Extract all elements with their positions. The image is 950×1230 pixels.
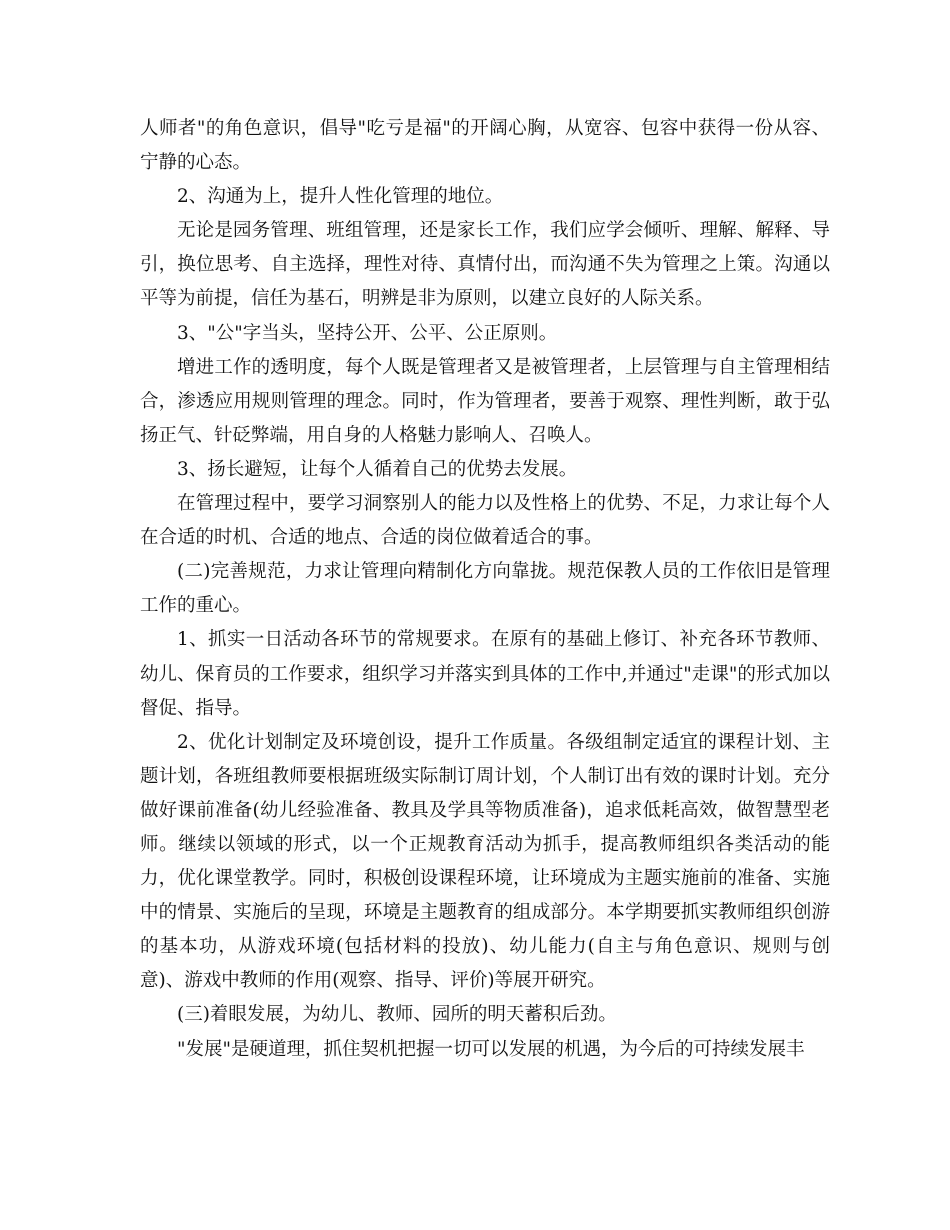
paragraph-7: 在管理过程中，要学习洞察别人的能力以及性格上的优势、不足，力求让每个人在合适的时机、合适的地点、合适的岗位做着适合的事。 (140, 493, 830, 549)
paragraph-1: 人师者"的角色意识，倡导"吃亏是福"的开阔心胸，从宽容、包容中获得一份从容、宁静的心态。 (140, 118, 830, 174)
paragraph-6: 3、扬长避短，让每个人循着自己的优势去发展。 (177, 458, 578, 480)
paragraph-8: (二)完善规范，力求让管理向精制化方向靠拢。规范保教人员的工作依旧是管理工作的重心。 (140, 561, 830, 617)
paragraph-5: 增进工作的透明度，每个人既是管理者又是被管理者，上层管理与自主管理相结合，渗透应用规则管理的理念。同时，作为管理者，要善于观察、理性判断，敢于弘扬正气、针砭弊端，用自身的人格魅力影响人、召唤人。 (140, 356, 830, 446)
paragraph-3: 无论是园务管理、班组管理，还是家长工作，我们应学会倾听、理解、解释、导引，换位思考、自主选择，理性对待、真情付出，而沟通不失为管理之上策。沟通以平等为前提，信任为基石，明辨是非为原则，以建立良好的人际关系。 (140, 220, 830, 310)
paragraph-9: 1、抓实一日活动各环节的常规要求。在原有的基础上修订、补充各环节教师、幼儿、保育员的工作要求，组织学习并落实到具体的工作中,并通过"走课"的形式加以督促、指导。 (140, 629, 830, 719)
paragraph-12: "发展"是硬道理，抓住契机把握一切可以发展的机遇，为今后的可持续发展丰 (177, 1038, 805, 1060)
paragraph-2: 2、沟通为上，提升人性化管理的地位。 (177, 186, 504, 208)
paragraph-4: 3、"公"字当头，坚持公开、公平、公正原则。 (177, 322, 558, 344)
paragraph-11: (三)着眼发展，为幼儿、教师、园所的明天蓄积后劲。 (177, 1004, 617, 1026)
paragraph-10: 2、优化计划制定及环境创设，提升工作质量。各级组制定适宜的课程计划、主题计划，各班组教师要根据班级实际制订周计划，个人制订出有效的课时计划。充分做好课前准备(幼儿经验准备、教具及学具等物质准备)，追求低耗高效，做智慧型老师。继续以领域的形式，以一个正规教育活动为抓手，提高教师组织各类活动的能力，优化课堂教学。同时，积极创设课程环境，让环境成为主题实施前的准备、实施中的情景、实施后的呈现，环境是主题教育的组成部分。本学期要抓实教师组织创游的基本功，从游戏环境(包括材料的投放)、幼儿能力(自主与角色意识、规则与创意)、游戏中教师的作用(观察、指导、评价)等展开研究。 (140, 731, 830, 992)
document-body (140, 112, 830, 1067)
